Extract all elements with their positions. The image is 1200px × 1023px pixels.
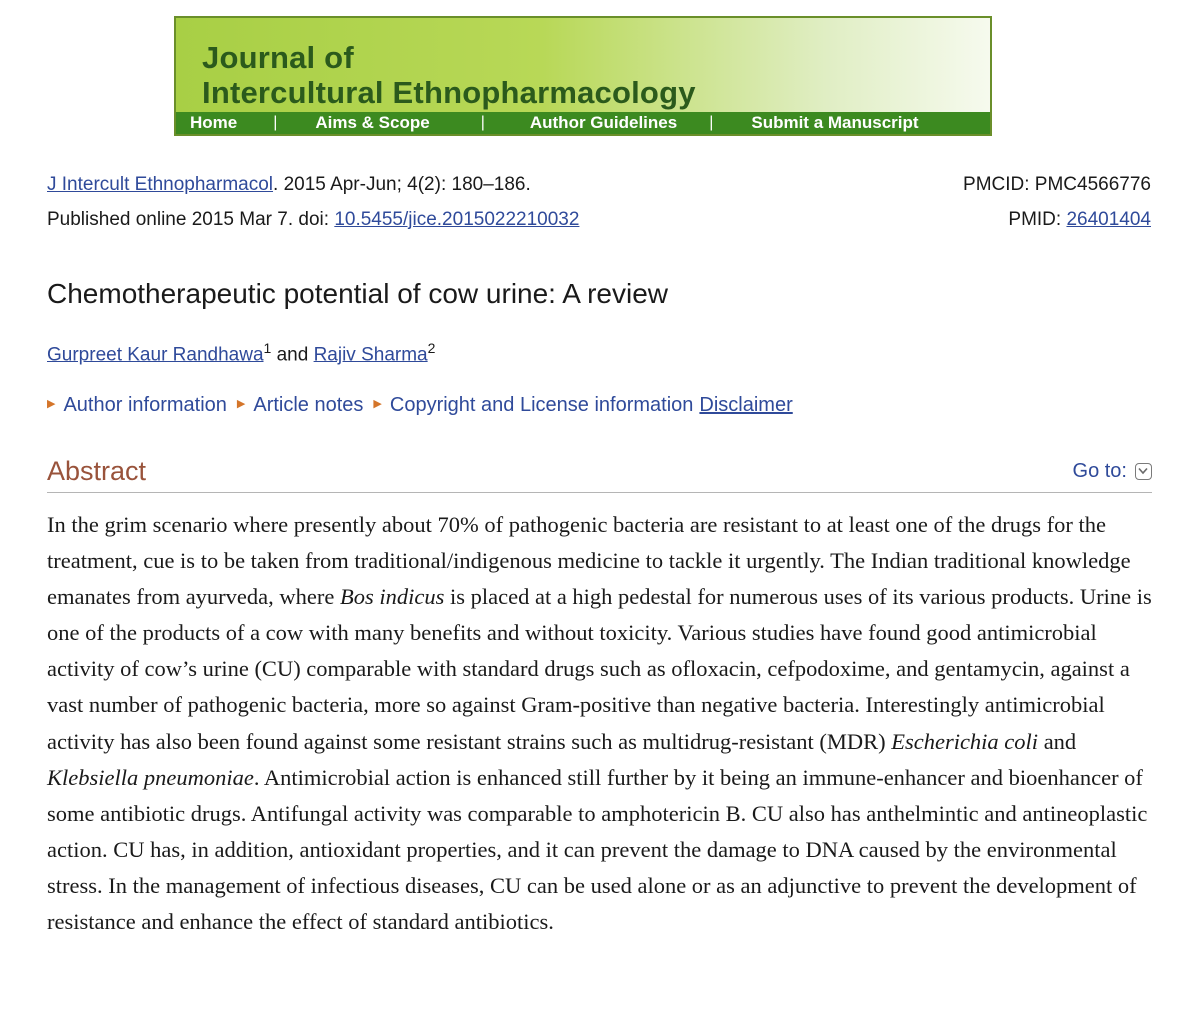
nav-author-guidelines[interactable]: Author Guidelines <box>529 113 678 132</box>
nav-submit-manuscript[interactable]: Submit a Manuscript <box>751 113 919 132</box>
author-link-2[interactable]: Rajiv Sharma <box>313 344 428 366</box>
journal-logo-title[interactable] <box>202 40 696 110</box>
journal-title-line2: Intercultural Ethnopharmacology <box>202 75 696 110</box>
triangle-right-icon: ▶ <box>236 398 246 410</box>
journal-link[interactable]: J Intercult Ethnopharmacol <box>47 174 274 195</box>
goto-label: Go to: <box>1072 460 1127 482</box>
disclaimer-link[interactable]: Disclaimer <box>699 394 793 416</box>
author-affiliation-1[interactable]: 1 <box>263 340 272 356</box>
citation-details: . 2015 Apr-Jun; 4(2): 180–186. <box>273 174 531 195</box>
journal-title-line1: Journal of <box>202 40 354 75</box>
published-text: Published online 2015 Mar 7. doi: <box>47 209 335 230</box>
author-conjunction: and <box>271 344 314 366</box>
doi-link[interactable]: 10.5455/jice.2015022210032 <box>334 209 580 230</box>
abstract-text <box>47 507 1162 940</box>
goto-menu[interactable] <box>1073 460 1152 483</box>
citation-line <box>47 174 531 196</box>
abstract-segment: is placed at a high pedestal for numerous uses of its various products. Urine is one of the products of a cow with many benefits and without toxicity. Various studies have found good antimicrobial activity of cow’s urine (CU) comparable with standard drugs such as ofloxacin, cefpodoxime, and gentamycin, against a vast number of pathogenic bacteria, more so against Gram-positive than negative bacteria. Interestingly antimicrobial activity has also been found against some resistant strains such as multidrug-resistant (MDR) <box>47 584 1152 754</box>
author-link-1[interactable]: Gurpreet Kaur Randhawa <box>47 344 264 366</box>
abstract-segment: . Antimicrobial action is enhanced still further by it being an immune-enhancer and bioenhancer of some antibiotic drugs. Antifungal activity was comparable to amphotericin B. CU also has anthelmintic and antineoplastic action. CU has, in addition, antioxidant properties, and it can prevent the damage to DNA caused by the environmental stress. In the management of infectious diseases, CU can be used alone or as an adjunctive to prevent the development of resistance and enhance the effect of standard antibiotics. <box>47 764 1148 935</box>
abstract-header <box>47 456 1152 493</box>
pmid-line <box>1008 209 1151 231</box>
nav-separator: | <box>480 114 485 131</box>
author-information-toggle[interactable]: Author information <box>63 394 227 416</box>
abstract-italic-species: Bos indicus <box>339 584 445 610</box>
pmid-link[interactable]: 26401404 <box>1066 209 1151 230</box>
author-list <box>47 340 435 366</box>
abstract-italic-species: Klebsiella pneumoniae <box>47 764 254 790</box>
chevron-down-icon[interactable] <box>1135 463 1152 480</box>
pmid-label: PMID: <box>1008 209 1067 230</box>
abstract-heading: Abstract <box>47 456 147 486</box>
journal-nav-bar <box>176 112 990 134</box>
abstract-segment: In the grim scenario where presently about 70% of pathogenic bacteria are resistant to at least one of the drugs for the treatment, cue is to be taken from traditional/indigenous medicine to tackle it urgently. The Indian traditional knowledge emanates from ayurveda, where <box>47 512 1131 610</box>
author-affiliation-2[interactable]: 2 <box>427 340 436 356</box>
pmcid: PMCID: PMC4566776 <box>963 174 1151 195</box>
article-info-links <box>47 394 803 417</box>
copyright-license-toggle[interactable]: Copyright and License information <box>389 394 694 416</box>
published-line <box>47 209 579 231</box>
nav-separator: | <box>709 114 714 131</box>
nav-separator: | <box>273 114 278 131</box>
article-notes-toggle[interactable]: Article notes <box>253 394 364 416</box>
nav-home[interactable]: Home <box>190 113 238 132</box>
journal-banner <box>174 16 992 136</box>
triangle-right-icon: ▶ <box>373 398 382 410</box>
abstract-segment: and <box>1038 728 1077 754</box>
article-title: Chemotherapeutic potential of cow urine: A review <box>47 278 669 309</box>
nav-aims-scope[interactable]: Aims & Scope <box>315 113 430 132</box>
triangle-right-icon: ▶ <box>47 398 56 410</box>
abstract-italic-species: Escherichia coli <box>891 728 1039 754</box>
